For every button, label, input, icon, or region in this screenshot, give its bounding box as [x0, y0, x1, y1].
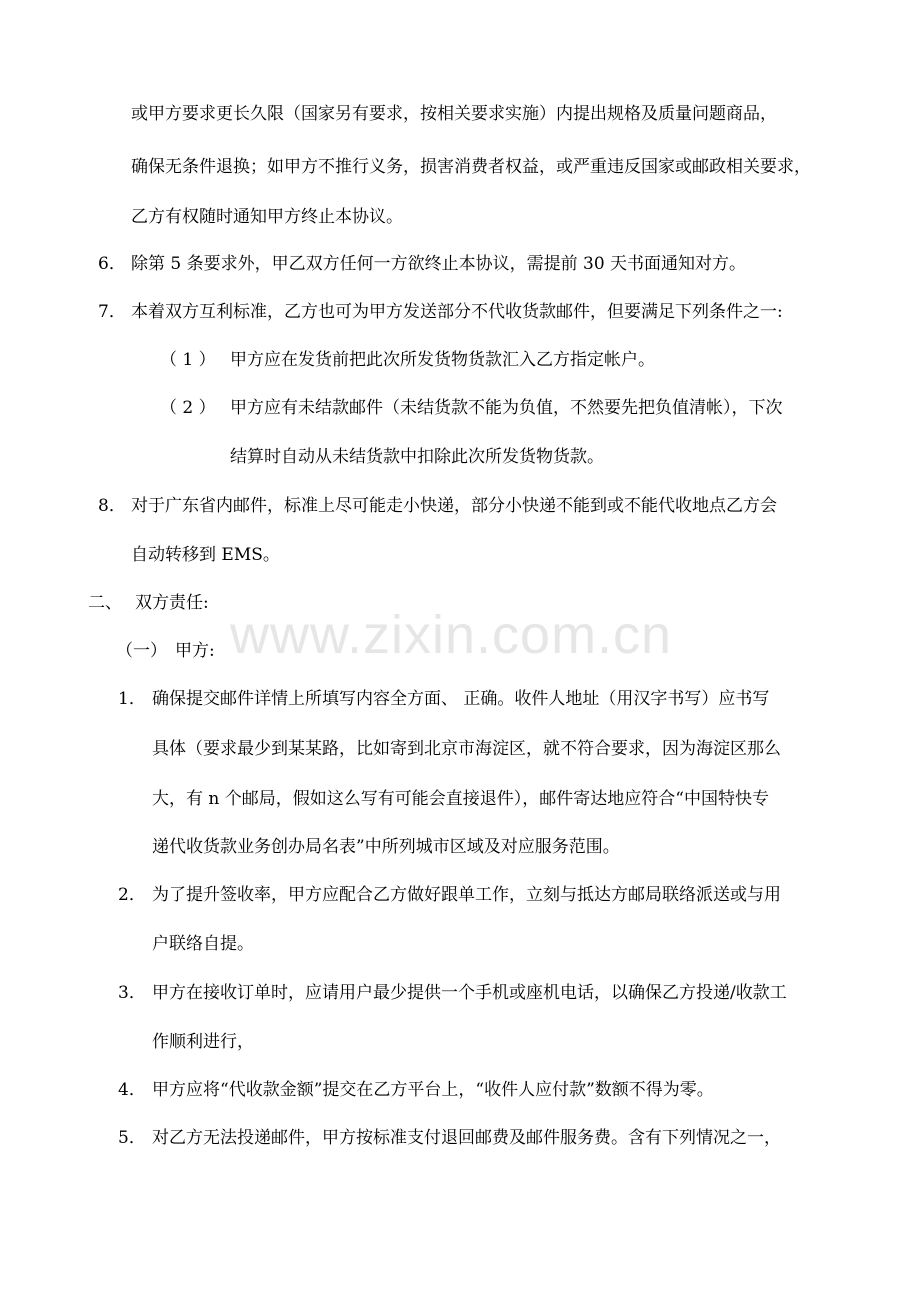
section-number: 二、: [88, 593, 122, 613]
item-text: 作顺利进行，: [152, 1032, 254, 1052]
subsection-title: 甲方:: [175, 641, 215, 661]
item-text: 自动转移到 EMS。: [131, 545, 280, 565]
intro-line: 乙方有权随时通知甲方终止本协议。: [131, 207, 403, 227]
item-number: 7．: [98, 302, 126, 322]
subsection-number: （一）: [116, 641, 167, 661]
intro-line: 确保无条件退换；如甲方不推行义务，损害消费者权益，或严重违反国家或邮政相关要求，: [131, 157, 811, 177]
item-number: 4．: [118, 1080, 146, 1100]
sub-item-number: （ 1 ）: [160, 350, 216, 370]
item-text: 户联络自提。: [152, 934, 254, 954]
item-text: 甲方应将“代收款金额”提交在乙方平台上，“收件人应付款”数额不得为零。: [152, 1080, 714, 1100]
item-number: 3．: [118, 983, 146, 1003]
item-text: 确保提交邮件详情上所填写内容全方面、 正确。收件人地址（用汉字书写）应书写: [152, 689, 770, 709]
item-number: 6．: [98, 254, 126, 274]
sub-item-text: 甲方应在发货前把此次所发货物货款汇入乙方指定帐户。: [230, 350, 655, 370]
item-text: 除第 5 条要求外，甲乙双方任何一方欲终止本协议，需提前 30 天书面通知对方。: [131, 254, 747, 274]
intro-line: 或甲方要求更长久限（国家另有要求，按相关要求实施）内提出规格及质量问题商品，: [131, 104, 777, 124]
item-text: 对乙方无法投递邮件，甲方按标准支付退回邮费及邮件服务费。含有下列情况之一，: [152, 1128, 781, 1148]
item-number: 5．: [118, 1128, 146, 1148]
section-title: 双方责任:: [135, 593, 209, 613]
item-text: 具体（要求最少到某某路，比如寄到北京市海淀区，就不符合要求，因为海淀区那么: [152, 739, 781, 759]
item-number: 2．: [118, 885, 146, 905]
item-text: 甲方在接收订单时，应请用户最少提供一个手机或座机电话，以确保乙方投递/收款工: [152, 983, 787, 1003]
item-text: 为了提升签收率，甲方应配合乙方做好跟单工作，立刻与抵达方邮局联络派送或与用: [152, 885, 781, 905]
item-text: 对于广东省内邮件，标准上尽可能走小快递，部分小快递不能到或不能代收地点乙方会: [131, 496, 777, 516]
item-text: 本着双方互利标准，乙方也可为甲方发送部分不代收货款邮件，但要满足下列条件之一:: [131, 302, 783, 322]
item-text: 递代收货款业务创办局名表”中所列城市区域及对应服务范围。: [152, 837, 620, 857]
item-number: 1．: [118, 689, 146, 709]
item-text: 大，有 n 个邮局，假如这么写有可能会直接退件），邮件寄达地应符合“中国特快专: [152, 789, 769, 809]
item-number: 8．: [98, 496, 126, 516]
sub-item-text: 结算时自动从未结货款中扣除此次所发货物货款。: [230, 447, 604, 467]
watermark: www.zixin.com.cn: [230, 605, 673, 665]
sub-item-number: （ 2 ）: [160, 398, 216, 418]
sub-item-text: 甲方应有未结款邮件（未结货款不能为负值，不然要先把负值清帐），下次: [230, 398, 783, 418]
